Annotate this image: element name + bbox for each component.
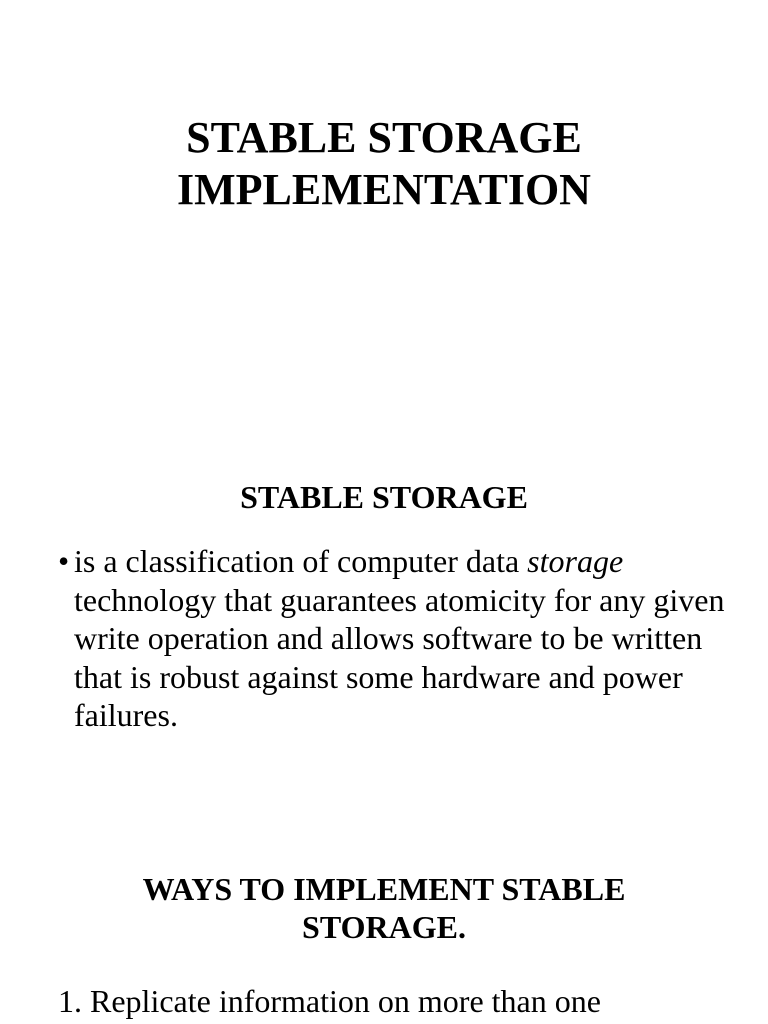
section-heading-ways [0,870,768,946]
section-heading-stable-storage: STABLE STORAGE [240,479,528,515]
heading-ways-line-2: STORAGE. [302,909,466,945]
title-line-2: IMPLEMENTATION [177,165,591,214]
numbered-list-item [58,982,738,1020]
bullet-text-end: technology that guarantees atomicity for any given write operation and allows software to be written that is robust against some hardware and power failures. [74,581,725,733]
bullet-text-italic: storage [527,543,624,579]
bullet-text-start: is a classification of computer data [74,543,528,579]
slide-title [0,112,768,216]
list-item-text: Replicate information on more than one [90,983,601,1019]
heading-ways-line-1: WAYS TO IMPLEMENT STABLE [142,871,626,907]
title-line-1: STABLE STORAGE [186,113,582,162]
bullet-item-definition [58,542,734,735]
bullet-marker: • [58,543,70,579]
list-number: 1. [58,983,82,1019]
